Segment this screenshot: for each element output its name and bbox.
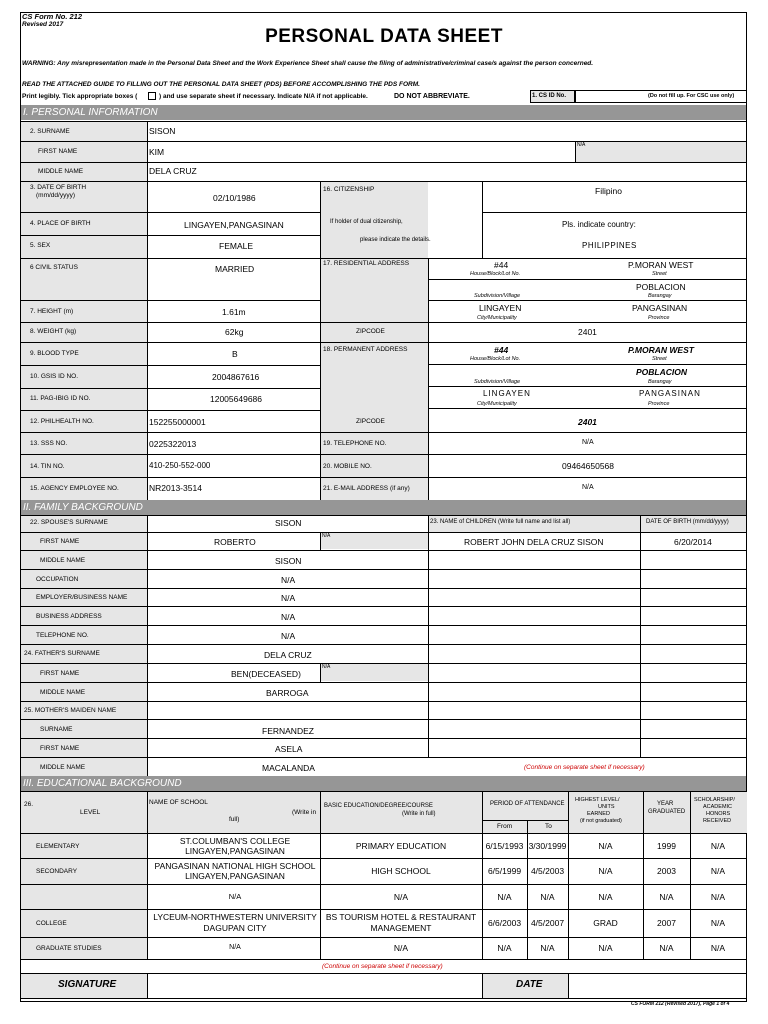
res-zip-value[interactable]: 2401 (578, 327, 597, 337)
father-ext-value[interactable]: N/A (322, 664, 331, 670)
sex-value[interactable]: FEMALE (219, 241, 254, 251)
edu-school-line2[interactable]: LINGAYEN,PANGASINAN (185, 871, 285, 881)
no-abbreviate-note: DO NOT ABBREVIATE. (394, 93, 470, 100)
spouse-middle-value[interactable]: SISON (275, 556, 302, 566)
middle-name-label: MIDDLE NAME (38, 168, 84, 175)
edu-level: GRADUATE STUDIES (36, 945, 102, 952)
mother-middle-value[interactable]: MACALANDA (262, 763, 315, 773)
page-footer: CS FORM 212 (Revised 2017), Page 1 of 4 (631, 1001, 730, 1007)
edu-school-full: full) (229, 816, 240, 823)
edu-year[interactable]: 2003 (657, 866, 676, 876)
dob-format-label: (mm/dd/yyyy) (36, 192, 75, 199)
res-prov-sub: Province (648, 315, 670, 321)
perm-subd-sub: Subdivision/Village (474, 379, 521, 385)
spouse-surname-value[interactable]: SISON (275, 518, 302, 528)
edu-level: ELEMENTARY (36, 843, 80, 850)
res-house-sub: House/Block/Lot No. (470, 271, 521, 277)
spouse-tel-value[interactable]: N/A (281, 631, 296, 641)
edu-honors[interactable]: N/A (710, 918, 726, 928)
father-surname-value[interactable]: DELA CRUZ (264, 650, 312, 660)
edu-course[interactable]: PRIMARY EDUCATION (355, 841, 447, 851)
surname-value[interactable]: SISON (149, 126, 176, 136)
mobile-label: 20. MOBILE NO. (323, 463, 372, 470)
sss-value[interactable]: 0225322013 (149, 439, 197, 449)
pob-value[interactable]: LINGAYEN,PANGASINAN (184, 220, 284, 230)
education-header-row (21, 791, 747, 833)
child-1-dob[interactable]: 6/20/2014 (674, 537, 712, 547)
height-value[interactable]: 1.61m (222, 307, 246, 317)
perm-house-sub: House/Block/Lot No. (470, 356, 521, 362)
edu-from[interactable]: 6/15/1993 (485, 841, 524, 851)
pob-label: 4. PLACE OF BIRTH (30, 220, 91, 227)
mobile-value[interactable]: 09464650568 (562, 461, 615, 471)
philhealth-label: 12. PHILHEALTH NO. (30, 418, 94, 425)
edu-honors[interactable]: N/A (710, 866, 726, 876)
edu-school-line2[interactable]: DAGUPAN CITY (203, 923, 267, 933)
edu-honors[interactable]: N/A (710, 841, 726, 851)
philhealth-value[interactable]: 152255000001 (149, 417, 206, 427)
edu-to[interactable]: N/A (540, 892, 555, 902)
citizenship-label: 16. CITIZENSHIP (323, 186, 375, 193)
form-number: CS Form No. 212 (22, 12, 83, 21)
edu-school[interactable]: ST.COLUMBAN'S COLLEGE (179, 836, 291, 846)
edu-honors[interactable]: N/A (710, 892, 726, 902)
revised-label: Revised 2017 (22, 21, 64, 28)
edu-school[interactable]: PANGASINAN NATIONAL HIGH SCHOOL (154, 861, 316, 871)
name-extension-cell (575, 142, 746, 162)
occupation-value[interactable]: N/A (281, 575, 296, 585)
edu-units[interactable]: N/A (598, 892, 613, 902)
civil-status-value[interactable]: MARRIED (215, 264, 255, 274)
res-city-value[interactable]: LINGAYEN (479, 303, 522, 313)
edu-period-header: PERIOD OF ATTENDANCE (490, 801, 565, 807)
section-personal-header: I. PERSONAL INFORMATION (21, 105, 746, 120)
perm-city-sub: City/Municipality (477, 401, 517, 407)
edu-course-header: BASIC EDUCATION/DEGREE/COURSE (324, 803, 433, 809)
spouse-surname-label: 22. SPOUSE'S SURNAME (30, 519, 108, 526)
perm-prov-value[interactable]: PANGASINAN (639, 389, 701, 398)
business-address-value[interactable]: N/A (281, 612, 296, 622)
edu-units[interactable]: N/A (598, 943, 613, 953)
agency-value[interactable]: NR2013-3514 (149, 483, 202, 493)
civil-status-label: 6 CIVIL STATUS (30, 264, 78, 271)
occupation-label: OCCUPATION (36, 576, 79, 583)
tin-label: 14. TIN NO. (30, 463, 65, 470)
res-subd-sub: Subdivision/Village (474, 293, 521, 299)
edu-scholarship-header-4: RECEIVED (703, 818, 732, 824)
first-name-value[interactable]: KIM (149, 147, 165, 157)
email-value[interactable]: N/A (582, 484, 594, 491)
edu-year[interactable]: 2007 (657, 918, 676, 928)
res-zip-label: ZIPCODE (356, 328, 385, 335)
edu-highest-header-1: HIGHEST LEVEL/ (575, 797, 620, 803)
perm-street-sub: Street (652, 356, 667, 362)
tick-box-sample (148, 92, 156, 100)
name-extension-value[interactable]: N/A (577, 142, 586, 148)
signature-field[interactable] (148, 974, 482, 998)
warning-text: WARNING: Any misrepresentation made in the Personal Data Sheet and the Work Experience Sheet shall cause the filing of administrative/criminal case/s against the person concerned. (22, 60, 594, 67)
edu-school-line2[interactable]: LINGAYEN,PANGASINAN (185, 846, 285, 856)
section-education-header: III. EDUCATIONAL BACKGROUND (21, 776, 746, 791)
res-brgy-sub: Barangay (648, 293, 672, 299)
edu-scholarship-header-2: ACADEMIC (703, 804, 733, 810)
indicate-country-label: Pls. indicate country: (562, 220, 636, 229)
telephone-value[interactable]: N/A (582, 439, 594, 446)
weight-value[interactable]: 62kg (225, 327, 244, 337)
blood-type-label: 9. BLOOD TYPE (30, 350, 79, 357)
perm-subd-value[interactable]: POBLACION (636, 367, 687, 377)
business-address-label: BUSINESS ADDRESS (36, 613, 102, 620)
res-address-label: 17. RESIDENTIAL ADDRESS (323, 260, 410, 267)
tin-value[interactable]: 410-250-552-000 (149, 461, 211, 470)
edu-to-header: To (545, 823, 552, 830)
edu-from-header: From (497, 823, 513, 830)
edu-year-header-2: GRADUATED (648, 809, 686, 815)
dual-citizenship-label-1: If holder of dual citizenship, (330, 219, 403, 225)
edu-school[interactable]: N/A (228, 892, 242, 901)
children-header: 23. NAME of CHILDREN (Write full name and list all) (430, 519, 571, 525)
section-family-header: II. FAMILY BACKGROUND (21, 500, 746, 515)
edu-level: COLLEGE (36, 920, 67, 927)
family-continue-note: (Continue on separate sheet if necessary) (524, 764, 645, 771)
edu-course-write-in: (Write in full) (402, 811, 436, 817)
perm-zip-label: ZIPCODE (356, 418, 385, 425)
edu-from[interactable]: N/A (497, 892, 512, 902)
edu-school[interactable]: N/A (229, 944, 241, 951)
guide-instruction: READ THE ATTACHED GUIDE TO FILLING OUT THE PERSONAL DATA SHEET (PDS) BEFORE ACCOMPLISHING THE PDS FORM. (22, 81, 420, 88)
perm-street-value[interactable]: P.MORAN WEST (628, 345, 694, 355)
perm-prov-sub: Province (648, 401, 670, 407)
education-continue-note: (Continue on separate sheet if necessary) (322, 963, 443, 970)
res-city-sub: City/Municipality (477, 315, 517, 321)
res-prov-value[interactable]: PANGASINAN (632, 303, 688, 313)
dob-value[interactable]: 02/10/1986 (213, 193, 256, 203)
perm-address-label: 18. PERMANENT ADDRESS (323, 346, 408, 353)
page-title: PERSONAL DATA SHEET (265, 26, 503, 47)
edu-highest-header-3: EARNED (587, 811, 610, 817)
date-label: DATE (516, 979, 543, 990)
edu-school-header: NAME OF SCHOOL (149, 799, 208, 806)
signature-label: SIGNATURE (58, 979, 117, 990)
edu-year[interactable]: 1999 (657, 841, 676, 851)
perm-city-value[interactable]: LINGAYEN (483, 389, 531, 398)
perm-brgy-sub: Barangay (648, 379, 672, 385)
edu-units[interactable]: GRAD (593, 918, 618, 928)
blood-type-value[interactable]: B (232, 349, 238, 359)
mother-middle-label: MIDDLE NAME (40, 764, 86, 771)
res-subd-value[interactable]: POBLACION (636, 282, 686, 292)
edu-year[interactable]: N/A (659, 892, 674, 902)
sp-ext-cell (320, 532, 428, 549)
edu-course[interactable]: HIGH SCHOOL (371, 866, 431, 876)
gsis-value[interactable]: 2004867616 (212, 372, 260, 382)
agency-label: 15. AGENCY EMPLOYEE NO. (30, 485, 119, 492)
pagibig-value[interactable]: 12005649686 (210, 394, 263, 404)
fa-ext-cell (320, 663, 428, 681)
res-street-value[interactable]: P.MORAN WEST (628, 260, 694, 270)
edu-to[interactable]: N/A (540, 943, 555, 953)
height-label: 7. HEIGHT (m) (30, 308, 74, 315)
perm-house-value[interactable]: #44 (494, 345, 509, 355)
father-first-label: FIRST NAME (40, 670, 80, 677)
edu-school-write-in: (Write in (292, 809, 317, 816)
print-instruction-a: Print legibly. Tick appropriate boxes ( (22, 93, 138, 100)
edu-year[interactable]: N/A (659, 943, 674, 953)
spouse-tel-label: TELEPHONE NO. (36, 632, 89, 639)
dob-label: 3. DATE OF BIRTH (30, 184, 87, 191)
edu-scholarship-header-3: HONORS (706, 811, 731, 817)
edu-school[interactable]: LYCEUM-NORTHWESTERN UNIVERSITY (153, 912, 317, 922)
edu-highest-header-2: UNITS (598, 804, 615, 810)
gsis-label: 10. GSIS ID NO. (30, 373, 79, 380)
spouse-ext-value[interactable]: N/A (322, 533, 331, 539)
edu-highest-header-4: (if not graduated) (580, 818, 622, 824)
spouse-first-label: FIRST NAME (40, 538, 80, 545)
employer-label: EMPLOYER/BUSINESS NAME (36, 594, 128, 601)
edu-scholarship-header-1: SCHOLARSHIP/ (694, 797, 735, 803)
edu-item-number: 26. (24, 801, 34, 808)
email-label: 21. E-MAIL ADDRESS (if any) (323, 485, 410, 492)
date-field[interactable] (569, 974, 746, 998)
perm-zip-value[interactable]: 2401 (578, 417, 597, 427)
father-first-value[interactable]: BEN(DECEASED) (231, 669, 301, 679)
dual-citizenship-label-2: please indicate the details. (360, 237, 431, 243)
country-value[interactable]: PHILIPPINES (582, 241, 637, 250)
mother-surname-label: SURNAME (40, 726, 73, 733)
first-name-label: FIRST NAME (38, 148, 78, 155)
edu-to[interactable]: 3/30/1999 (528, 841, 567, 851)
family-label-column (21, 515, 147, 776)
res-street-sub: Street (652, 271, 667, 277)
pagibig-label: 11. PAG-IBIG ID NO. (30, 395, 91, 402)
edu-to[interactable]: 4/5/2007 (530, 918, 565, 928)
mother-first-label: FIRST NAME (40, 745, 80, 752)
edu-course[interactable]: N/A (393, 943, 409, 953)
spouse-first-value[interactable]: ROBERTO (214, 537, 256, 547)
res-house-value[interactable]: #44 (494, 260, 509, 270)
telephone-label: 19. TELEPHONE NO. (323, 440, 387, 447)
sex-label: 5. SEX (30, 242, 51, 249)
edu-course[interactable]: N/A (393, 892, 409, 902)
edu-course-line2[interactable]: MANAGEMENT (370, 923, 432, 933)
print-instruction-b: ) and use separate sheet if necessary. Indicate N/A if not applicable. (159, 93, 368, 100)
mother-maiden-label: 25. MOTHER'S MAIDEN NAME (24, 707, 117, 714)
edu-level: SECONDARY (36, 868, 78, 875)
edu-from[interactable]: N/A (497, 943, 512, 953)
edu-units[interactable]: N/A (598, 866, 613, 876)
edu-from[interactable]: 6/6/2003 (487, 918, 522, 928)
mother-first-value[interactable]: ASELA (275, 744, 303, 754)
edu-to[interactable]: 4/5/2003 (530, 866, 565, 876)
edu-level-header: LEVEL (80, 809, 101, 816)
weight-label: 8. WEIGHT (kg) (30, 328, 77, 335)
father-middle-label: MIDDLE NAME (40, 689, 86, 696)
cs-id-label: 1. CS ID No. (532, 93, 567, 99)
surname-label: 2. SURNAME (30, 128, 70, 135)
education-level-column (21, 833, 147, 959)
edu-year-header-1: YEAR (657, 801, 674, 807)
citizenship-value[interactable]: Filipino (595, 186, 622, 196)
edu-honors[interactable]: N/A (710, 943, 726, 953)
sss-label: 13. SSS NO. (30, 440, 68, 447)
edu-course[interactable]: BS TOURISM HOTEL & RESTAURANT (325, 912, 477, 922)
edu-from[interactable]: 6/5/1999 (487, 866, 522, 876)
middle-name-value[interactable]: DELA CRUZ (149, 166, 197, 176)
edu-units[interactable]: N/A (598, 841, 613, 851)
spouse-middle-label: MIDDLE NAME (40, 557, 86, 564)
cs-id-note: (Do not fill up. For CSC use only) (648, 93, 735, 99)
father-middle-value[interactable]: BARROGA (266, 688, 309, 698)
employer-value[interactable]: N/A (281, 593, 296, 603)
father-surname-label: 24. FATHER'S SURNAME (24, 650, 100, 657)
child-1-name[interactable]: ROBERT JOHN DELA CRUZ SISON (464, 537, 604, 547)
child-dob-header: DATE OF BIRTH (mm/dd/yyyy) (646, 519, 729, 525)
mother-surname-value[interactable]: FERNANDEZ (262, 726, 314, 736)
